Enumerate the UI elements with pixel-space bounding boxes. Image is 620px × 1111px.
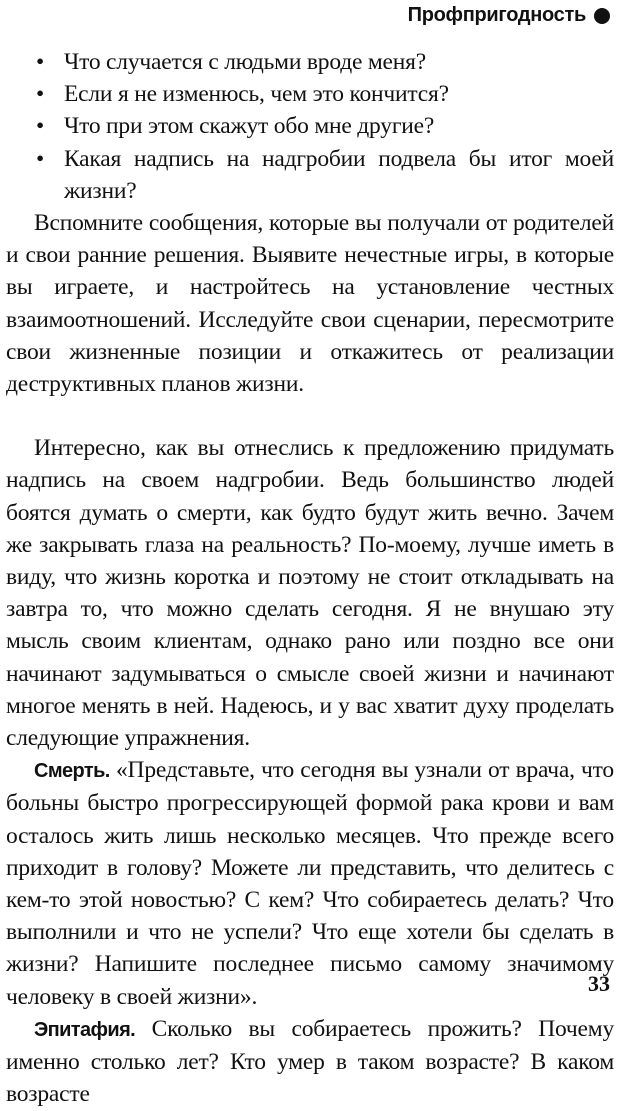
exercise-text-death: «Представьте, что сегодня вы узнали от врача, что больны быстро прогрессирующей формой рака крови и вам осталось жить лишь несколько месяцев. Что прежде всего приходит в голову? Можете ли представить, что делитесь с кем-то этой новостью? С кем? Что собираетесь делать? Что выполнили и что не успели? Что еще хотели бы сделать в жизни? Напишите последнее письмо самому значимому человеку в своей жизни». bbox=[6, 757, 614, 1010]
list-item: • Если я не изменюсь, чем это кончится? bbox=[6, 78, 614, 110]
paragraph-death-exercise bbox=[6, 754, 614, 1013]
bullet-dot-icon bbox=[594, 8, 610, 24]
page-number: 33 bbox=[588, 971, 610, 996]
section-gap bbox=[6, 400, 614, 432]
paragraph: Вспомните сообщения, которые вы получали от родителей и свои ранние решения. Выявите нечестные игры, в которые вы играете, и настройтесь на установление честных взаимоотношений. Исследуйте свои сценарии, пересмотрите свои жизненные позиции и откажитесь от реализации деструктивных планов жизни. bbox=[6, 210, 614, 398]
running-header bbox=[408, 4, 610, 27]
exercise-lead-epitaph: Эпитафия. bbox=[34, 1018, 136, 1041]
page-body bbox=[6, 46, 614, 1111]
exercise-lead-death: Смерть. bbox=[34, 760, 110, 783]
paragraph-epitaph-exercise bbox=[6, 1013, 614, 1111]
paragraph: Интересно, как вы отнеслись к предложению придумать надпись на своем надгробии. Ведь большинство людей боятся думать о смерти, как будто будут жить вечно. Зачем же закрывать глаза на реальность? По-моему, лучше иметь в виду, что жизнь коротка и поэтому не стоит откладывать на завтра то, что можно сделать сегодня. Я не внушаю эту мысль своим клиентам, однако рано или поздно все они начинают задумываться о смысле своей жизни и начинают многое менять в ней. Надеюсь, и у вас хватит духу проделать следующие упражнения. bbox=[6, 435, 614, 752]
list-item: • Какая надпись на надгробии подвела бы итог моей жизни? bbox=[6, 143, 614, 207]
list-item: • Что при этом скажут обо мне другие? bbox=[6, 110, 614, 142]
exercise-text-epitaph: Сколько вы собираетесь прожить? Почему именно столько лет? Кто умер в таком возрасте? В каком возрасте bbox=[6, 1015, 614, 1108]
list-item: • Что случается с людьми вроде меня? bbox=[6, 46, 614, 78]
question-list bbox=[6, 46, 614, 207]
running-header-title: Профпригодность bbox=[407, 4, 586, 26]
